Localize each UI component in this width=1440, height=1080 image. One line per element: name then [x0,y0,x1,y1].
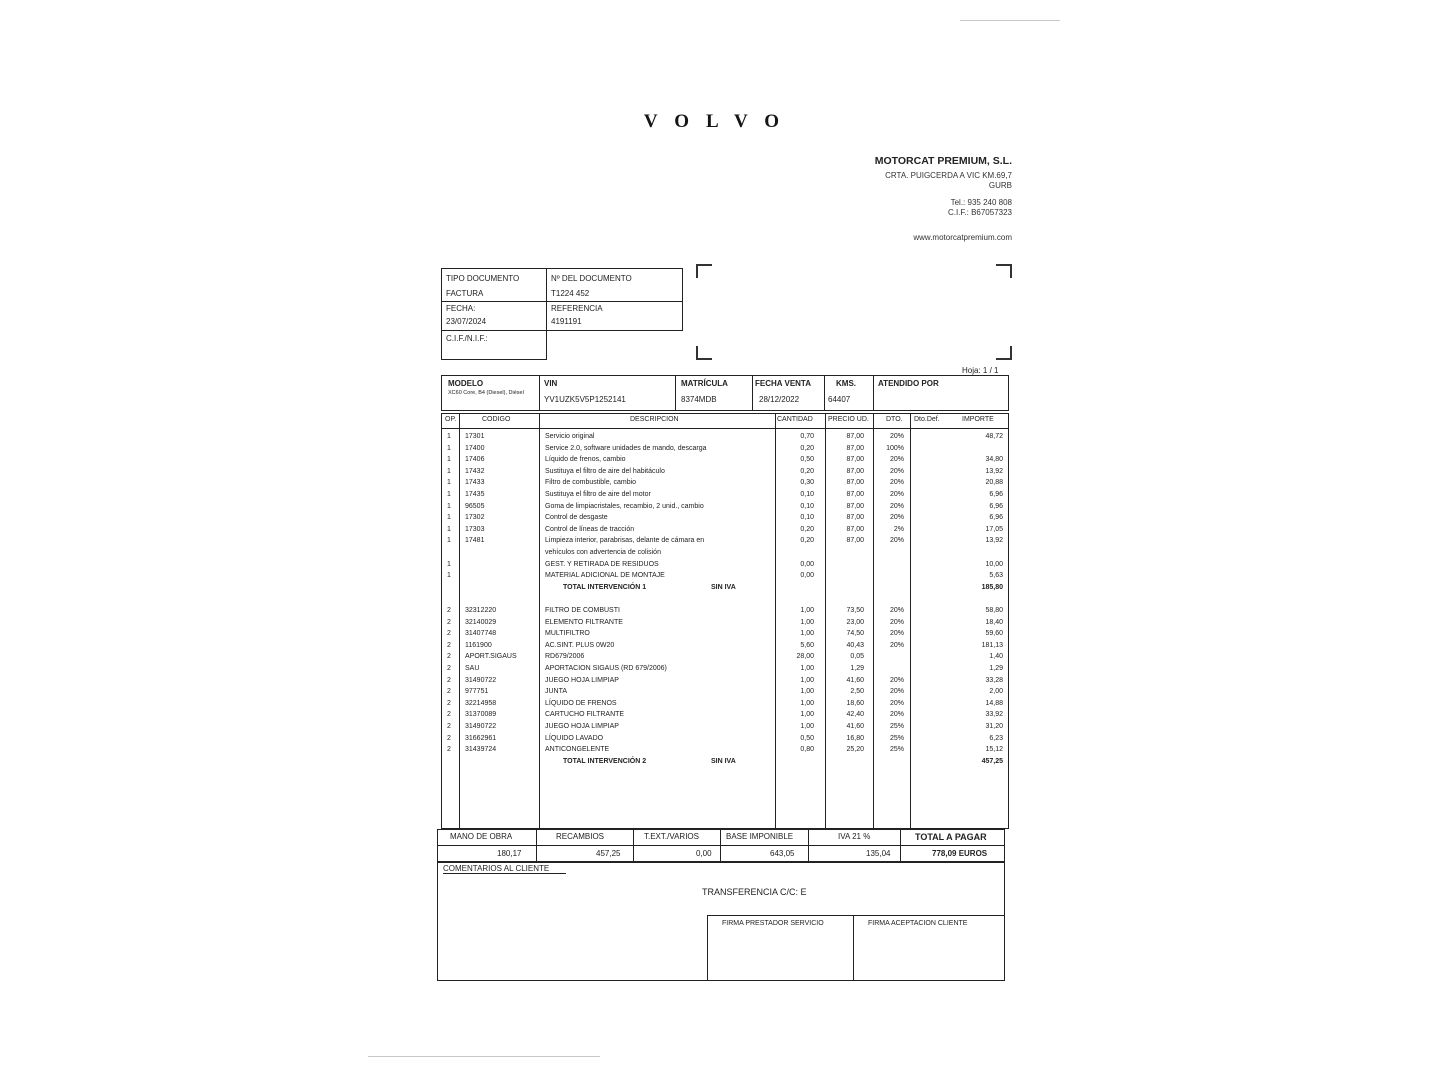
cell-precio: 73,50 [846,607,864,614]
cell-importe: 1,29 [989,665,1003,672]
cell-dto: 20% [889,491,904,498]
referencia-value: 4191191 [551,317,582,326]
cell-precio: 2,50 [850,688,864,696]
cell-dto: 20% [889,676,904,684]
col-op: OP. [445,416,457,423]
cell-codigo: 17433 [465,479,485,487]
cell-importe: 59,60 [985,630,1003,638]
fecha-value: 23/07/2024 [446,317,487,326]
cell-cantidad: 0,50 [800,456,814,464]
cell-precio: 16,80 [846,734,864,742]
divider [539,413,540,829]
base-imponible-value: 643,05 [770,849,795,858]
cell-op: 2 [447,665,451,672]
cell-precio: 18,60 [846,699,864,707]
sin-iva-label: SIN IVA [711,757,736,765]
cell-cantidad: 1,00 [800,665,814,672]
cell-importe: 31,20 [985,723,1003,730]
cell-precio: 87,00 [846,491,864,498]
cell-cantidad: 0,70 [800,433,814,440]
cell-descripcion: Limpieza interior, parabrisas, delante de cámara en [545,537,705,545]
company-cif: C.I.F.: B67057323 [947,208,1012,217]
iva-label: IVA 21 % [838,832,871,841]
cell-precio: 87,00 [846,433,864,440]
modelo-value: XC60 Core, B4 (Diesel), Diésel [448,390,524,396]
cell-importe: 20,88 [985,479,1003,487]
cell-cantidad: 1,00 [800,688,814,696]
col-descripcion: DESCRIPCION [630,416,679,423]
kms-value: 64407 [828,395,851,404]
cell-precio: 87,00 [846,444,864,452]
divider [437,845,1005,846]
referencia-label: REFERENCIA [551,304,603,313]
cell-importe: 13,92 [985,537,1003,545]
transfer-text: TRANSFERENCIA C/C: E [702,887,807,897]
cell-dto: 20% [889,688,904,696]
iva-value: 135,04 [866,849,891,858]
cell-precio: 25,20 [846,746,864,754]
cell-op: 2 [447,688,451,696]
company-phone: Tel.: 935 240 808 [950,197,1012,207]
cell-codigo: SAU [465,665,480,672]
cell-importe: 33,28 [985,676,1003,684]
cell-cantidad: 0,10 [800,491,814,498]
cell-cantidad: 0,80 [800,746,814,754]
cell-cantidad: 0,00 [800,560,814,568]
cell-codigo: 31662961 [465,734,497,742]
cell-cantidad: 0,30 [800,479,814,487]
page-number: Hoja: 1 / 1 [962,366,999,375]
cell-descripcion: RD679/2006 [545,653,585,661]
cell-codigo: APORT.SIGAUS [465,653,517,661]
cell-op: 2 [447,723,451,730]
cell-codigo: 1161900 [465,641,492,649]
cell-dto: 20% [889,456,904,464]
cell-descripcion: Goma de limpiacristales, recambio, 2 unid., cambio [545,502,704,510]
divider [873,375,874,411]
cell-op: 2 [447,746,451,754]
divider [633,829,634,862]
cell-codigo: 31439724 [465,746,497,754]
company-address: CRTA. PUIGCERDA A VIC KM.69,7 [885,170,1012,180]
cell-cantidad: 28,00 [796,653,814,661]
address-window-corner [696,264,712,278]
company-website[interactable]: www.motorcatpremium.com [913,232,1012,242]
cell-importe: 34,80 [985,456,1003,464]
cell-descripcion: AC.SINT. PLUS 0W20 [545,641,615,649]
cell-dto: 20% [889,502,904,510]
mano-obra-value: 180,17 [497,849,522,858]
modelo-label: MODELO [448,379,484,388]
cell-descripcion: JUEGO HOJA LIMPIAP [545,676,619,684]
col-codigo: CODIGO [482,416,511,423]
divider [752,375,753,411]
cell-cantidad: 1,00 [800,676,814,684]
cell-op: 2 [447,630,451,638]
cell-dto: 20% [889,467,904,475]
cell-precio: 74,50 [846,630,864,638]
cell-cantidad: 0,10 [800,502,814,510]
company-info [875,156,1012,243]
cell-cantidad: 1,00 [800,711,814,719]
cell-dto: 20% [889,618,904,626]
cell-cantidad: 5,60 [800,641,814,649]
cell-op: 1 [447,514,451,522]
cell-op: 2 [447,618,451,626]
cell-descripcion: CARTUCHO FILTRANTE [545,711,625,719]
divider [441,301,683,302]
volvo-logo: VOLVO [643,111,797,132]
cif-nif-label: C.I.F./N.I.F.: [446,334,488,343]
col-cantidad: CANTIDAD [777,416,813,423]
cell-codigo: 17302 [465,514,485,522]
cell-dto: 20% [889,699,904,707]
cell-codigo: 17406 [465,456,485,464]
fecha-venta-value: 28/12/2022 [759,395,800,404]
cell-op: 2 [447,699,451,707]
cell-op: 2 [447,734,451,742]
cell-precio: 40,43 [846,641,864,649]
cell-importe: 1,40 [989,653,1003,661]
cell-importe: 48,72 [985,433,1003,440]
base-imponible-label: BASE IMPONIBLE [726,832,794,841]
cell-precio: 41,60 [846,723,864,730]
cell-descripcion: FILTRO DE COMBUSTI [545,607,620,614]
total-a-pagar-value: 778,09 EUROS [932,849,988,858]
cell-descripcion: JUEGO HOJA LIMPIAP [545,723,619,730]
cell-op: 2 [447,711,451,719]
cell-cantidad: 1,00 [800,699,814,707]
cell-cantidad: 1,00 [800,607,814,614]
divider [675,375,676,411]
cell-cantidad: 0,00 [800,572,814,580]
address-window-corner [996,346,1012,360]
cell-codigo: 31490722 [465,676,497,684]
cell-cantidad: 0,20 [800,467,814,475]
address-window-corner [996,264,1012,278]
cell-dto: 20% [889,479,904,487]
cell-descripcion: TOTAL INTERVENCIÓN 1 [563,583,647,591]
recambios-label: RECAMBIOS [556,832,605,841]
divider [443,873,566,874]
col-dto-def: Dto.Def. [914,416,940,423]
cell-precio: 87,00 [846,479,864,487]
cell-precio: 41,60 [846,676,864,684]
cell-cantidad: 0,20 [800,537,814,545]
divider [808,829,809,862]
divider [900,829,901,862]
cell-importe: 2,00 [989,688,1003,696]
col-precio: PRECIO UD. [828,416,869,423]
divider [536,829,537,862]
cell-codigo: 17481 [465,537,485,545]
cell-descripcion: Control de desgaste [545,514,608,522]
cell-importe: 6,96 [989,514,1003,522]
cell-dto: 25% [889,723,904,730]
cell-importe: 457,25 [981,757,1003,765]
cell-precio: 42,40 [846,711,864,719]
cell-importe: 6,96 [989,502,1003,510]
cell-importe: 6,23 [989,734,1003,742]
cell-codigo: 31370089 [465,711,497,719]
cell-dto: 20% [889,607,904,614]
cell-precio: 87,00 [846,456,864,464]
col-importe: IMPORTE [962,416,994,423]
cell-descripcion: MATERIAL ADICIONAL DE MONTAJE [545,572,665,580]
cell-precio: 87,00 [846,525,864,533]
cell-cantidad: 1,00 [800,618,814,626]
company-city: GURB [988,181,1012,190]
text-varios-label: T.EXT./VARIOS [644,832,699,841]
cell-descripcion: Filtro de combustible, cambio [545,479,637,487]
cell-importe: 10,00 [985,560,1003,568]
cell-cantidad: 0,20 [800,444,814,452]
atendido-por-label: ATENDIDO POR [878,379,939,388]
divider [824,375,825,411]
cell-op: 2 [447,653,451,661]
cell-descripcion: JUNTA [545,688,568,696]
matricula-value: 8374MDB [681,395,717,404]
divider [910,413,911,829]
scan-edge-top [960,20,1060,21]
cell-op: 1 [447,572,451,580]
cell-descripcion: Sustituya el filtro de aire del motor [545,491,651,498]
scan-edge-bottom [368,1056,600,1057]
cell-importe: 14,88 [985,699,1003,707]
cell-precio: 23,00 [846,618,864,626]
cell-importe: 6,96 [989,491,1003,498]
cell-descripcion: vehículos con advertencia de colisión [545,549,661,556]
cell-codigo: 31490722 [465,723,497,730]
divider [441,331,442,360]
cell-descripcion: Sustituya el filtro de aire del habitáculo [545,467,665,475]
cell-descripcion: MULTIFILTRO [545,630,590,638]
cell-descripcion: LÍQUIDO LAVADO [545,734,604,742]
mano-obra-label: MANO DE OBRA [450,832,513,841]
cell-precio: 0,05 [850,653,864,661]
cell-dto: 20% [889,537,904,545]
cell-descripcion: ANTICONGELENTE [545,746,610,754]
firma-cliente-label: FIRMA ACEPTACION CLIENTE [868,920,968,927]
cell-cantidad: 0,20 [800,525,814,533]
text-varios-value: 0,00 [696,849,712,858]
cell-dto: 20% [889,630,904,638]
address-window-corner [696,346,712,360]
cell-descripcion: APORTACION SIGAUS (RD 679/2006) [545,665,667,672]
cell-descripcion: Service 2.0, software unidades de mando, descarga [545,444,707,452]
cell-dto: 2% [893,525,904,533]
cell-op: 1 [447,525,451,533]
cell-op: 1 [447,479,451,487]
cell-dto: 20% [889,641,904,649]
cell-op: 1 [447,537,451,545]
numero-documento-label: Nº DEL DOCUMENTO [551,274,632,283]
col-dto: DTO. [886,416,903,423]
cell-descripcion: Control de líneas de tracción [545,525,635,533]
cell-precio: 87,00 [846,514,864,522]
cell-op: 2 [447,676,451,684]
cell-importe: 185,80 [981,583,1003,591]
cell-op: 1 [447,456,451,464]
cell-importe: 33,92 [985,711,1003,719]
tipo-documento-label: TIPO DOCUMENTO [446,274,520,283]
cell-dto: 20% [889,514,904,522]
cell-codigo: 32312220 [465,607,497,614]
cell-descripcion: LÍQUIDO DE FRENOS [545,699,617,707]
cell-codigo: 31407748 [465,630,497,638]
cell-codigo: 96505 [465,502,485,510]
total-a-pagar-label: TOTAL A PAGAR [915,832,987,842]
cell-codigo: 32214958 [465,699,497,707]
cell-precio: 87,00 [846,502,864,510]
cell-op: 1 [447,560,451,568]
cell-importe: 17,05 [985,525,1003,533]
cell-importe: 18,40 [985,618,1003,626]
fecha-venta-label: FECHA VENTA [755,379,811,388]
divider [720,829,721,862]
cell-codigo: 17400 [465,444,485,452]
numero-documento-value: T1224 452 [551,289,590,298]
cell-cantidad: 0,50 [800,734,814,742]
cell-precio: 87,00 [846,467,864,475]
cell-dto: 100% [886,444,904,452]
fecha-label: FECHA: [446,304,476,313]
cell-cantidad: 0,10 [800,514,814,522]
cell-importe: 13,92 [985,467,1003,475]
company-name: MOTORCAT PREMIUM, S.L. [874,155,1012,167]
cell-descripcion: Líquido de frenos, cambio [545,456,626,464]
cell-dto: 25% [889,746,904,754]
cell-codigo: 977751 [465,688,489,696]
cell-op: 1 [447,502,451,510]
divider [459,413,460,829]
divider [853,915,854,981]
divider [539,375,540,411]
cell-op: 1 [447,491,451,498]
cell-op: 1 [447,433,451,440]
cell-importe: 15,12 [985,746,1003,754]
matricula-label: MATRÍCULA [681,379,728,388]
kms-label: KMS. [836,379,856,388]
cell-op: 2 [447,641,451,649]
cell-op: 1 [447,467,451,475]
cell-dto: 25% [889,734,904,742]
cell-codigo: 17303 [465,525,485,533]
divider [441,428,1009,429]
comentarios-label: COMENTARIOS AL CLIENTE [443,864,550,873]
cell-cantidad: 1,00 [800,723,814,730]
cell-importe: 5,63 [989,572,1003,580]
firma-prestador-label: FIRMA PRESTADOR SERVICIO [722,920,824,927]
vin-value: YV1UZK5V5P1252141 [544,395,626,404]
divider [546,268,547,360]
cell-codigo: 17435 [465,491,485,498]
cell-precio: 1,29 [850,665,864,672]
cell-op: 2 [447,607,451,614]
cell-importe: 181,13 [981,641,1003,649]
tipo-documento-value: FACTURA [446,289,484,298]
cell-cantidad: 1,00 [800,630,814,638]
divider [441,359,547,360]
cell-codigo: 17301 [465,433,485,440]
recambios-value: 457,25 [596,849,621,858]
cell-importe: 58,80 [985,607,1003,614]
cell-codigo: 17432 [465,467,485,475]
vin-label: VIN [544,379,558,388]
cell-dto: 20% [889,433,904,440]
cell-descripcion: Servicio original [545,433,595,440]
cell-descripcion: TOTAL INTERVENCIÓN 2 [563,757,647,765]
cell-descripcion: ELEMENTO FILTRANTE [545,618,623,626]
cell-codigo: 32140029 [465,618,497,626]
cell-descripcion: GEST. Y RETIRADA DE RESIDUOS [545,560,659,568]
cell-precio: 87,00 [846,537,864,545]
cell-op: 1 [447,444,451,452]
cell-dto: 20% [889,711,904,719]
sin-iva-label: SIN IVA [711,583,736,591]
